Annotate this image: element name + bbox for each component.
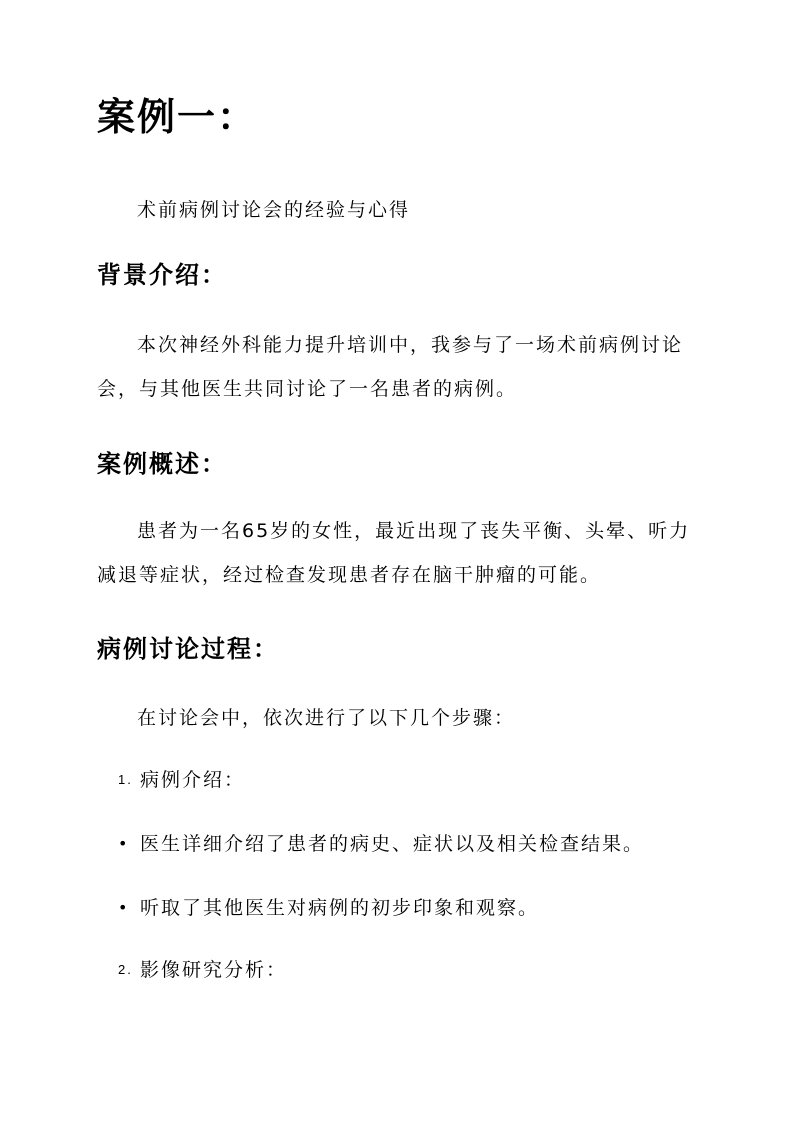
heading-discussion-process: 病例讨论过程： <box>97 635 279 663</box>
paragraph-discussion-process: 在讨论会中，依次进行了以下几个步骤： <box>137 707 516 729</box>
list-item <box>118 765 245 795</box>
paragraph-case-overview: 患者为一名65岁的女性，最近出现了丧失平衡、头晕、听力减退等症状，经过检查发现患者存在脑干肿瘤的可能。 <box>97 520 691 586</box>
document-title: 案例一： <box>97 95 258 139</box>
list-item-text: 医生详细介绍了患者的病史、症状以及相关检查结果。 <box>140 833 645 855</box>
list-item-text: 影像研究分析： <box>140 959 288 981</box>
paragraph-background: 本次神经外科能力提升培训中，我参与了一场术前病例讨论会，与其他医生共同讨论了一名患者的病例。 <box>97 334 684 400</box>
list-item-text: 病例介绍： <box>140 769 246 791</box>
document-subtitle: 术前病例讨论会的经验与心得 <box>137 199 411 221</box>
list-number: 2. <box>118 962 133 977</box>
list-number: 1. <box>118 772 133 787</box>
list-item <box>118 955 287 985</box>
list-item-text: 听取了其他医生对病例的初步印象和观察。 <box>140 897 540 919</box>
list-item <box>118 893 539 923</box>
heading-background: 背景介绍： <box>97 261 227 289</box>
heading-case-overview: 案例概述： <box>97 450 227 478</box>
bullet-icon: • <box>118 898 130 917</box>
list-item <box>118 829 644 859</box>
bullet-icon: • <box>118 834 130 853</box>
